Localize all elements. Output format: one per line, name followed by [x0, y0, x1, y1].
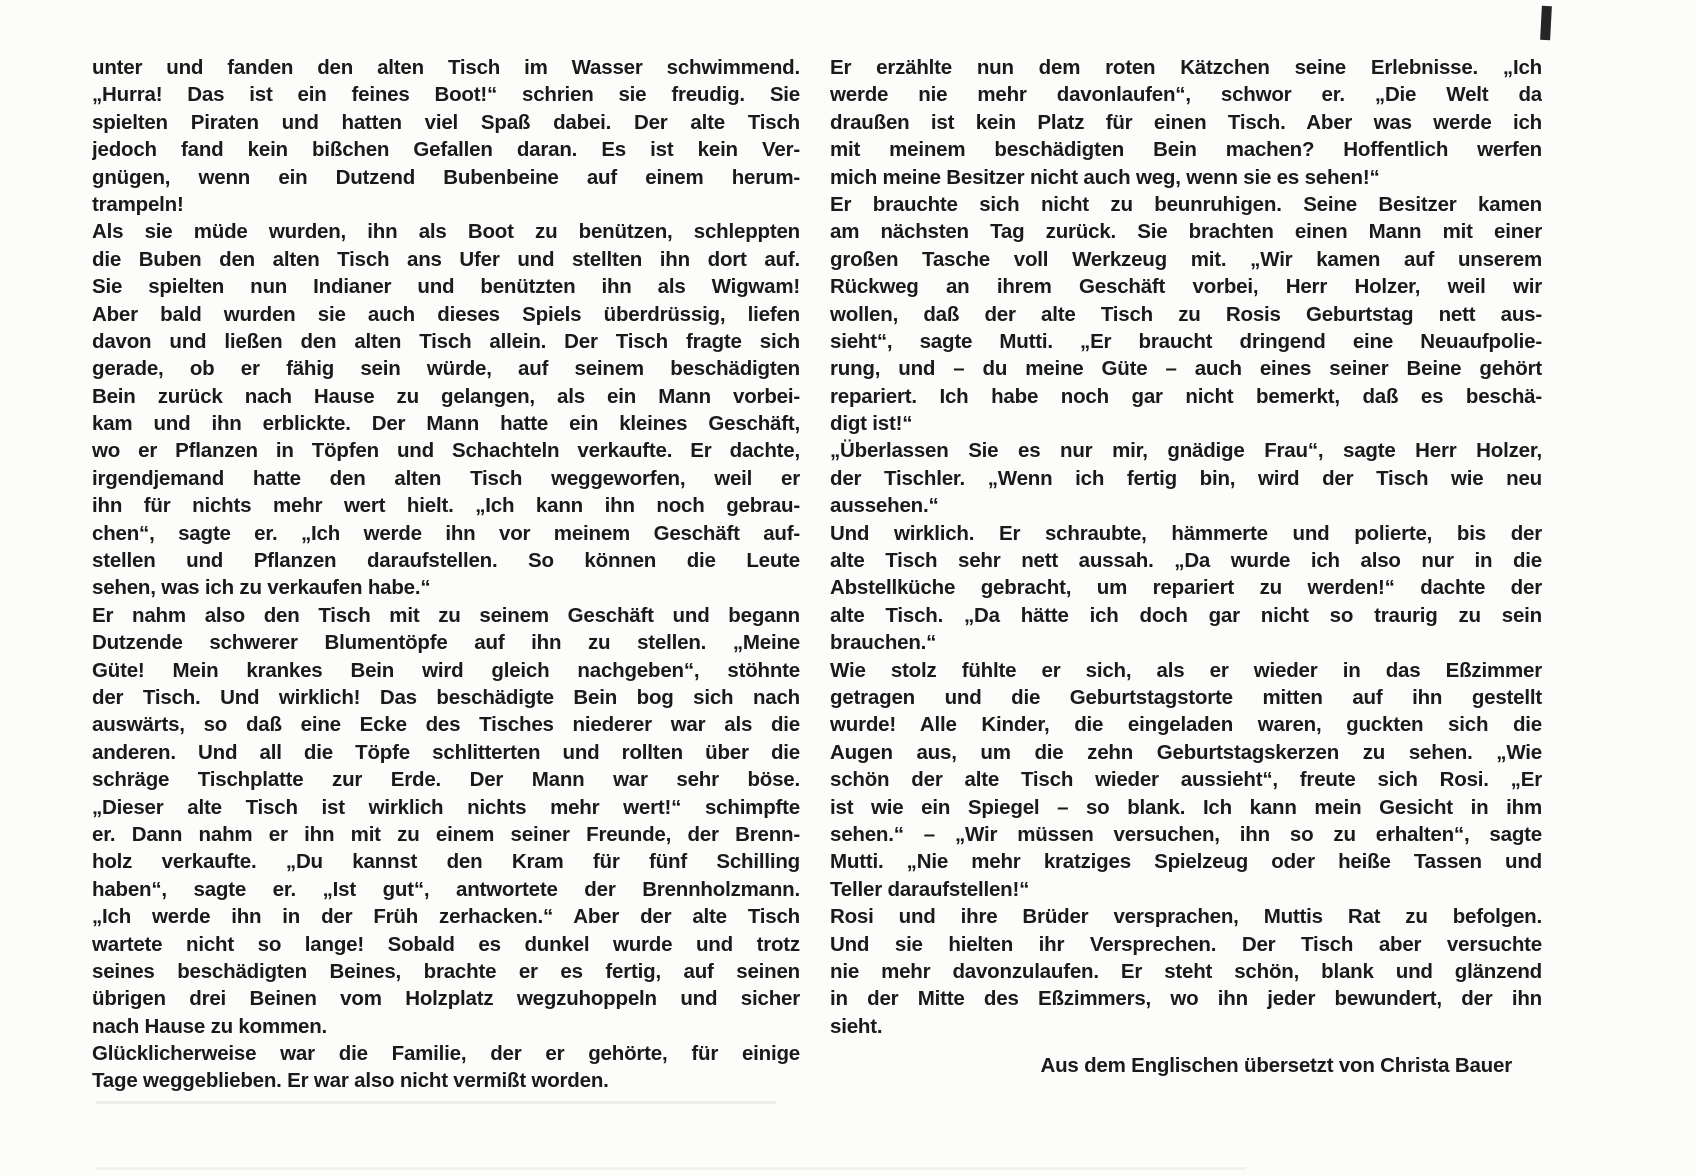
text-line: chen“, sagte er. „Ich werde ihn vor meinem Geschäft auf- [92, 521, 800, 545]
text-line: brauchen.“ [830, 631, 937, 655]
text-line: jedoch fand kein bißchen Gefallen daran. Es ist kein Ver- [92, 138, 800, 162]
text-line: Glücklicherweise war die Familie, der er gehörte, für einige [92, 1042, 800, 1066]
text-line: digt ist!“ [830, 412, 913, 436]
text-line: auswärts, so daß eine Ecke des Tisches niederer war als die [92, 713, 800, 737]
text-line: „Hurra! Das ist ein feines Boot!“ schrien sie freudig. Sie [92, 83, 800, 107]
paragraph [830, 437, 1542, 519]
text-line: rung, und – du meine Güte – auch eines seiner Beine gehört [830, 357, 1542, 381]
attribution-line: Aus dem Englischen übersetzt von Christa Bauer [1040, 1054, 1512, 1078]
text-line: sieht. [830, 1014, 883, 1038]
text-line: alte Tisch sehr nett aussah. „Da wurde ich also nur in die [830, 549, 1542, 573]
paragraph [830, 191, 1542, 438]
text-line: kam und ihn erblickte. Der Mann hatte ein kleines Geschäft, [92, 412, 800, 436]
text-line: wollen, daß der alte Tisch zu Rosis Geburtstag nett aus- [830, 302, 1542, 326]
left-column [92, 54, 800, 1095]
text-line: der Tisch. Und wirklich! Das beschädigte Bein bog sich nach [92, 685, 800, 709]
text-line: Güte! Mein krankes Bein wird gleich nachgeben“, stöhnte [92, 658, 800, 682]
text-line: draußen ist kein Platz für einen Tisch. Aber was werde ich [830, 110, 1542, 134]
right-column [830, 54, 1542, 1079]
text-line: nach Hause zu kommen. [92, 1014, 328, 1038]
text-line: irgendjemand hatte den alten Tisch weggeworfen, weil er [92, 466, 800, 490]
text-line: Abstellküche gebracht, um repariert zu werden!“ dachte der [830, 576, 1542, 600]
text-line: seines beschädigten Beines, brachte er es fertig, auf seinen [92, 959, 800, 983]
text-line: Mutti. „Nie mehr kratziges Spielzeug oder heiße Tassen und [830, 850, 1542, 874]
text-line: repariert. Ich habe noch gar nicht bemerkt, daß es beschä- [830, 384, 1542, 408]
text-line: Bein zurück nach Hause zu gelangen, als ein Mann vorbei- [92, 384, 800, 408]
text-line: in der Mitte des Eßzimmers, wo ihn jeder bewundert, der ihn [830, 987, 1542, 1011]
text-line: Dutzende schwerer Blumentöpfe auf ihn zu stellen. „Meine [92, 631, 800, 655]
text-line: anderen. Und all die Töpfe schlitterten und rollten über die [92, 740, 800, 764]
scan-smudge [96, 1101, 776, 1104]
text-line: wo er Pflanzen in Töpfen und Schachteln verkaufte. Er dachte, [92, 439, 800, 463]
text-line: übrigen drei Beinen vom Holzplatz wegzuhoppeln und sicher [92, 987, 800, 1011]
text-line: haben“, sagte er. „Ist gut“, antwortete der Brennholzmann. [92, 877, 800, 901]
text-line: der Tischler. „Wenn ich fertig bin, wird der Tisch wie neu [830, 466, 1542, 490]
text-line: schräge Tischplatte zur Erde. Der Mann war sehr böse. [92, 768, 800, 792]
text-line: holz verkaufte. „Du kannst den Kram für fünf Schilling [92, 850, 800, 874]
text-line: großen Tasche voll Werkzeug mit. „Wir kamen auf unserem [830, 247, 1542, 271]
text-line: „Überlassen Sie es nur mir, gnädige Frau“, sagte Herr Holzer, [830, 439, 1542, 463]
text-line: sehen.“ – „Wir müssen versuchen, ihn so zu erhalten“, sagte [830, 822, 1542, 846]
text-line: wurde! Alle Kinder, die eingeladen waren, guckten sich die [830, 713, 1542, 737]
text-line: mich meine Besitzer nicht auch weg, wenn sie es sehen!“ [830, 165, 1380, 189]
text-line: gnügen, wenn ein Dutzend Bubenbeine auf einem herum- [92, 165, 800, 189]
scan-artifact [1540, 6, 1552, 40]
text-line: aussehen.“ [830, 494, 939, 518]
text-line: die Buben den alten Tisch ans Ufer und stellten ihn dort auf. [92, 247, 800, 271]
text-line: Augen aus, um die zehn Geburtstagskerzen zu sehen. „Wie [830, 740, 1542, 764]
text-line: getragen und die Geburtstagstorte mitten auf ihn gestellt [830, 685, 1542, 709]
paragraph [830, 657, 1542, 904]
text-line: Rosi und ihre Brüder versprachen, Muttis Rat zu befolgen. [830, 905, 1542, 929]
text-line: sieht“, sagte Mutti. „Er braucht dringend eine Neuaufpolie- [830, 329, 1542, 353]
paragraph [92, 54, 800, 218]
text-line: Er nahm also den Tisch mit zu seinem Geschäft und begann [92, 603, 800, 627]
paragraph [830, 520, 1542, 657]
text-line: mit meinem beschädigten Bein machen? Hoffentlich werfen [830, 138, 1542, 162]
text-line: ist wie ein Spiegel – so blank. Ich kann mein Gesicht in ihm [830, 795, 1542, 819]
text-line: sehen, was ich zu verkaufen habe.“ [92, 576, 431, 600]
text-line: Sie spielten nun Indianer und benützten ihn als Wigwam! [92, 275, 800, 299]
text-line: „Ich werde ihn in der Früh zerhacken.“ Aber der alte Tisch [92, 905, 800, 929]
paragraph [92, 218, 800, 601]
text-line: gerade, ob er fähig sein würde, auf seinem beschädigten [92, 357, 800, 381]
text-line: davon und ließen den alten Tisch allein. Der Tisch fragte sich [92, 329, 800, 353]
text-line: schön der alte Tisch wieder aussieht“, freute sich Rosi. „Er [830, 768, 1542, 792]
text-line: spielten Piraten und hatten viel Spaß dabei. Der alte Tisch [92, 110, 800, 134]
text-line: alte Tisch. „Da hätte ich doch gar nicht so traurig zu sein [830, 603, 1542, 627]
paragraph [830, 903, 1542, 1040]
text-line: trampeln! [92, 192, 184, 216]
text-line: Als sie müde wurden, ihn als Boot zu benützen, schleppten [92, 220, 800, 244]
text-line: ihn für nichts mehr wert hielt. „Ich kann ihn noch gebrau- [92, 494, 800, 518]
paragraph [92, 602, 800, 1040]
text-line: werde nie mehr davonlaufen“, schwor er. „Die Welt da [830, 83, 1542, 107]
text-line: er. Dann nahm er ihn mit zu einem seiner Freunde, der Brenn- [92, 822, 800, 846]
text-line: Er brauchte sich nicht zu beunruhigen. Seine Besitzer kamen [830, 192, 1542, 216]
text-line: unter und fanden den alten Tisch im Wasser schwimmend. [92, 56, 800, 79]
text-line: Tage weggeblieben. Er war also nicht vermißt worden. [92, 1069, 609, 1093]
paragraph [830, 54, 1542, 191]
text-line: Aber bald wurden sie auch dieses Spiels überdrüssig, liefen [92, 302, 800, 326]
text-line: Rückweg an ihrem Geschäft vorbei, Herr Holzer, weil wir [830, 275, 1542, 299]
text-line: Er erzählte nun dem roten Kätzchen seine Erlebnisse. „Ich [830, 56, 1542, 79]
text-line: Teller daraufstellen!“ [830, 877, 1030, 901]
paragraph [92, 1040, 800, 1095]
text-line: Und wirklich. Er schraubte, hämmerte und polierte, bis der [830, 521, 1542, 545]
text-line: stellen und Pflanzen daraufstellen. So können die Leute [92, 549, 800, 573]
text-line: wartete nicht so lange! Sobald es dunkel wurde und trotz [92, 932, 800, 956]
text-line: nie mehr davonzulaufen. Er steht schön, blank und glänzend [830, 959, 1542, 983]
text-line: Und sie hielten ihr Versprechen. Der Tisch aber versuchte [830, 932, 1542, 956]
text-line: „Dieser alte Tisch ist wirklich nichts mehr wert!“ schimpfte [92, 795, 800, 819]
text-line: Wie stolz fühlte er sich, als er wieder in das Eßzimmer [830, 658, 1542, 682]
text-line: am nächsten Tag zurück. Sie brachten einen Mann mit einer [830, 220, 1542, 244]
scan-smudge [96, 1167, 1246, 1170]
